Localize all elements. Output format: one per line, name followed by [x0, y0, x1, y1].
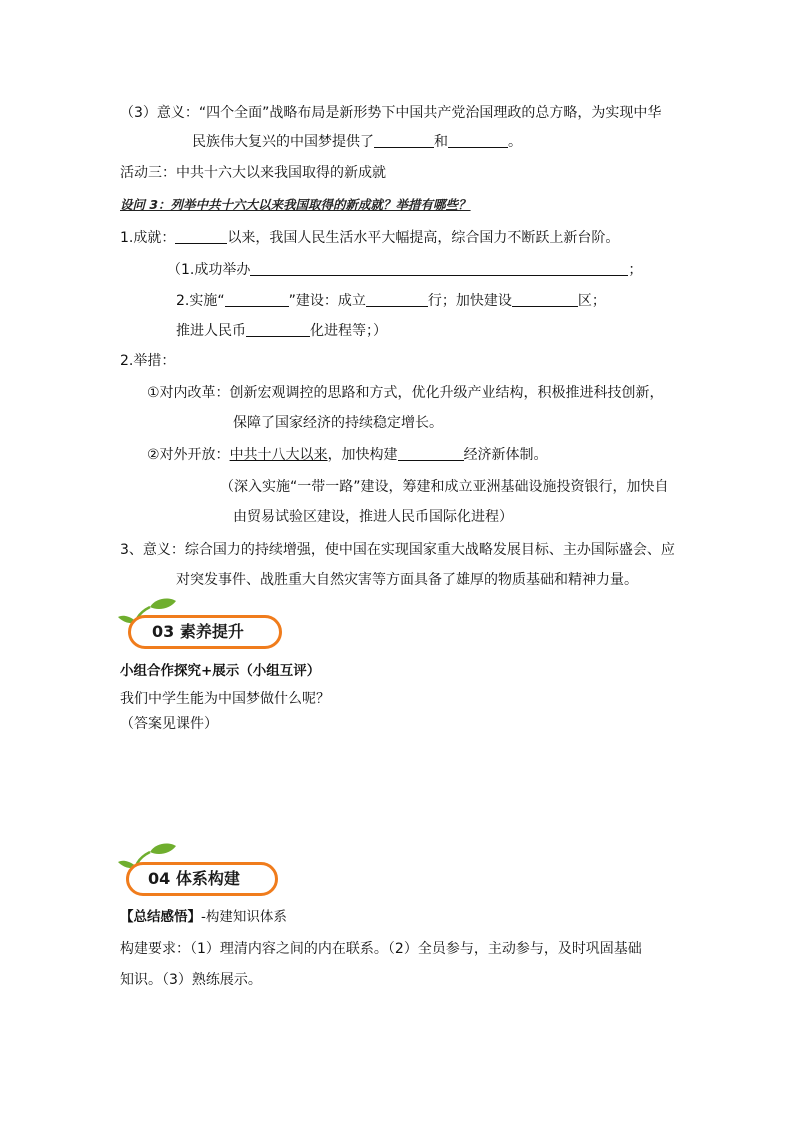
section-03-subtitle: 小组合作探究+展示（小组互评）	[120, 663, 321, 679]
question-3: 设问 3：列举中共十六大以来我国取得的新成就？举措有哪些？	[120, 197, 471, 212]
fill-blank[interactable]	[175, 229, 227, 244]
section-03-answer-note: （答案见课件）	[120, 716, 218, 732]
build-requirements-line-2: 知识。（3）熟练展示。	[120, 972, 262, 988]
fill-blank[interactable]	[448, 133, 508, 148]
section-04-title: 04 体系构建	[148, 869, 240, 888]
section-03-question: 我们中学生能为中国梦做什么呢？	[120, 691, 330, 707]
significance-four-comprehensives: （3）意义：“四个全面”战略布局是新形势下中国共产党治国理政的总方略，为实现中华	[120, 105, 662, 121]
foreign-opening-note-1: （深入实施“一带一路”建设，筹建和成立亚洲基础设施投资银行，加快自	[220, 479, 669, 495]
fill-blank[interactable]	[374, 133, 434, 148]
activity-3-heading: 活动三：中共十六大以来我国取得的新成就	[120, 165, 386, 181]
achievements-line-1: 1.成就： 以来，我国人民生活水平大幅提高，综合国力不断跃上新台阶。	[120, 230, 620, 246]
achievements-line-2: （1.成功举办 ；	[167, 262, 643, 278]
fill-blank[interactable]	[225, 292, 289, 307]
section-04-badge	[116, 840, 286, 900]
foreign-opening-line: ②对外开放：中共十八大以来，加快构建 经济新体制。	[147, 447, 548, 463]
fill-blank[interactable]	[246, 322, 310, 337]
fill-blank[interactable]	[250, 261, 628, 276]
fill-blank[interactable]	[512, 292, 578, 307]
domestic-reform-line-1: ①对内改革：创新宏观调控的思路和方式，优化升级产业结构，积极推进科技创新，	[147, 385, 664, 401]
significance-line-2: 对突发事件、战胜重大自然灾害等方面具备了雄厚的物质基础和精神力量。	[176, 572, 638, 588]
significance-line-1: 3、意义：综合国力的持续增强，使中国在实现国家重大战略发展目标、主办国际盛会、应	[120, 542, 675, 558]
achievements-line-3: 2.实施“ ”建设：成立 行；加快建设 区；	[176, 293, 606, 309]
fill-blank[interactable]	[366, 292, 428, 307]
measures-title: 2.举措：	[120, 353, 176, 369]
significance-blank-line: 民族伟大复兴的中国梦提供了 和 。	[192, 134, 522, 150]
achievements-line-4: 推进人民币 化进程等；）	[176, 323, 387, 339]
section-03-title: 03 素养提升	[152, 622, 244, 641]
foreign-opening-note-2: 由贸易试验区建设，推进人民币国际化进程）	[233, 509, 513, 525]
summary-heading: 【总结感悟】-构建知识体系	[120, 909, 287, 925]
fill-blank[interactable]	[398, 446, 464, 461]
build-requirements-line-1: 构建要求：（1）理清内容之间的内在联系。（2）全员参与，主动参与，及时巩固基础	[120, 941, 642, 957]
section-03-badge	[116, 595, 286, 655]
domestic-reform-line-2: 保障了国家经济的持续稳定增长。	[233, 415, 443, 431]
